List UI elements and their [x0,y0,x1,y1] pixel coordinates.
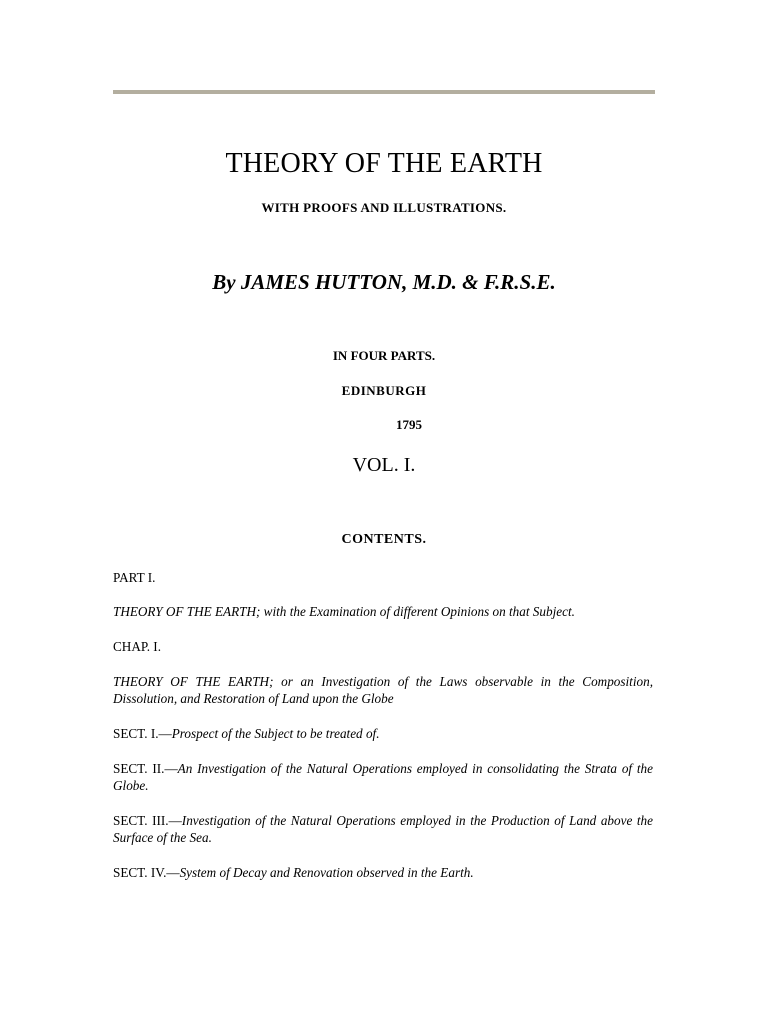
section-label: SECT. III.— [113,813,182,828]
section-label: SECT. IV.— [113,865,180,880]
section-title: An Investigation of the Natural Operations employed in consolidating the Strata of the Globe. [113,761,654,793]
book-subtitle: WITH PROOFS AND ILLUSTRATIONS. [261,200,507,215]
volume-label: VOL. I. [352,454,416,476]
publication-year: 1795 [396,417,422,432]
parts-line: IN FOUR PARTS. [332,348,436,363]
chapter-label: CHAP. I. [113,639,161,654]
section-title: Investigation of the Natural Operations employed in the Production of Land above the Surface of the Sea. [113,813,653,845]
part-title-text: THEORY OF THE EARTH; with the Examination of different Opinions on that Subject. [113,604,575,619]
section-entry [113,725,653,742]
section-entry [113,760,653,794]
section-entry [113,812,653,846]
author-line: By JAMES HUTTON, M.D. & F.R.S.E. [212,270,556,294]
book-title: THEORY OF THE EARTH [225,148,543,179]
section-title: Prospect of the Subject to be treated of. [171,726,380,741]
section-label: SECT. I.— [113,726,172,741]
header-rule [113,90,655,94]
chapter-title-text: THEORY OF THE EARTH; or an Investigation of the Laws observable in the Composition, Dissolution, and Restoration of Land upon the Globe [113,674,653,706]
publication-place: EDINBURGH [341,383,427,398]
section-entry [113,864,653,881]
section-title: System of Decay and Renovation observed in the Earth. [179,865,474,880]
contents-heading: CONTENTS. [341,532,427,547]
section-label: SECT. II.— [113,761,178,776]
part-title [113,603,653,620]
chapter-title [113,673,653,707]
part-label: PART I. [113,570,156,585]
